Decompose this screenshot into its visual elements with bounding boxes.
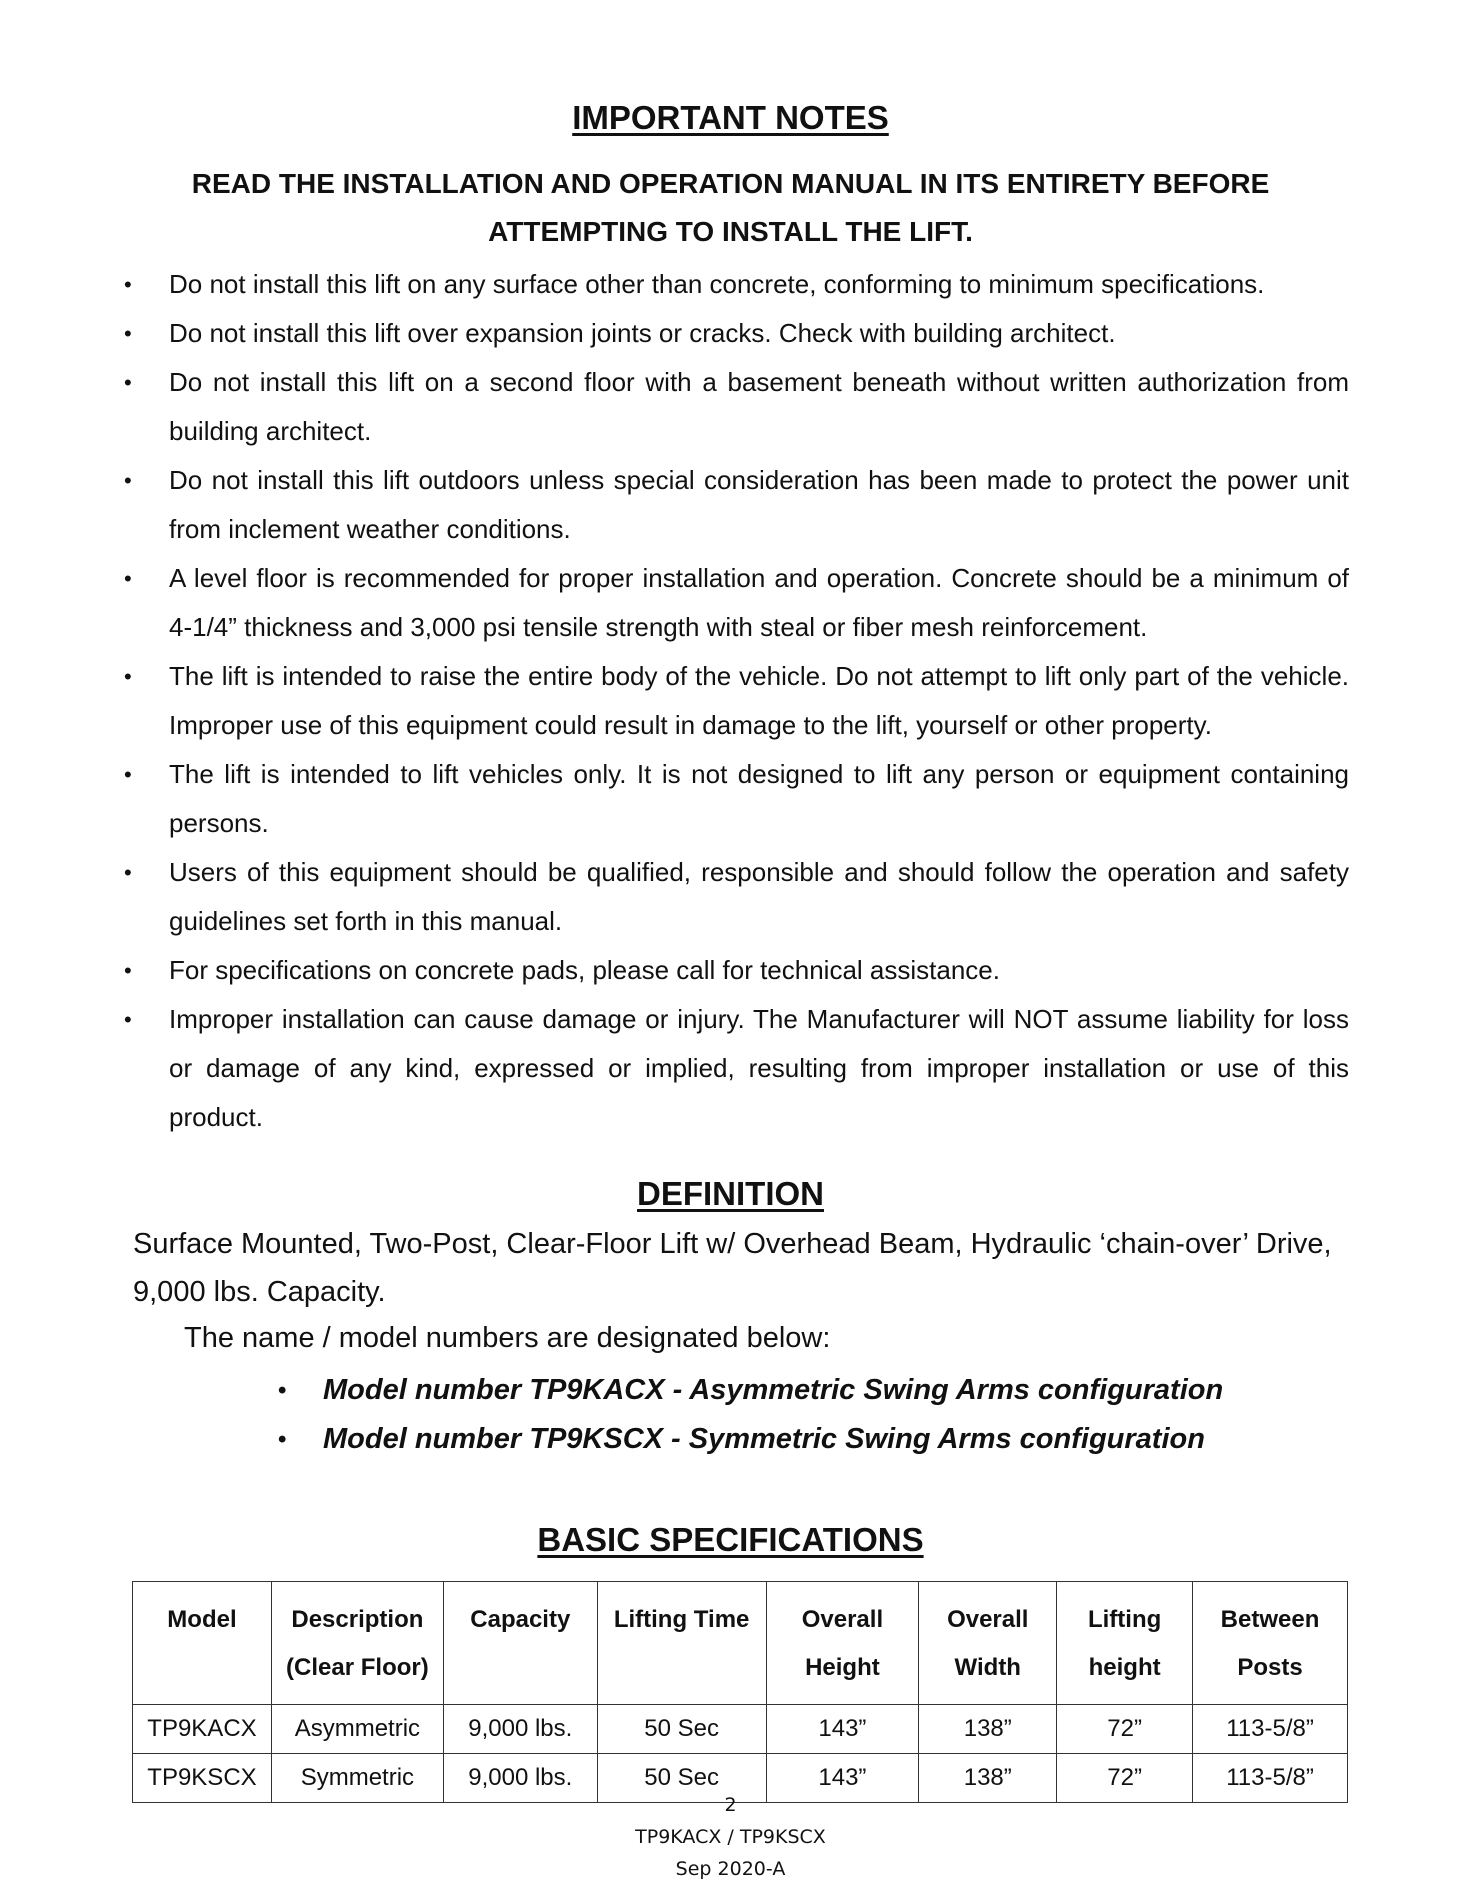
cell-description: Symmetric (271, 1754, 443, 1803)
cell-lifting-height: 72” (1057, 1705, 1193, 1754)
bullet-icon: • (124, 566, 132, 591)
basic-specifications-title: BASIC SPECIFICATIONS (537, 1521, 924, 1558)
note-item: • Users of this equipment should be qualified, responsible and should follow the operation and safety guidelines set forth in this manual. (0, 848, 1349, 946)
bullet-icon: • (124, 664, 132, 689)
cell-model: TP9KSCX (133, 1754, 272, 1803)
note-item: • The lift is intended to lift vehicles only. It is not designed to lift any person or equipment containing persons. (0, 750, 1349, 848)
definition-title: DEFINITION (637, 1175, 824, 1212)
note-item: • Do not install this lift on a second floor with a basement beneath without written authorization from building architect. (0, 358, 1349, 456)
important-notes-title: IMPORTANT NOTES (572, 99, 889, 136)
header-overall-width: Overall Width (919, 1582, 1057, 1705)
read-manual-warning-line-2: ATTEMPTING TO INSTALL THE LIFT. (488, 216, 973, 247)
cell-overall-height: 143” (766, 1754, 919, 1803)
cell-overall-width: 138” (919, 1705, 1057, 1754)
note-item: • A level floor is recommended for proper installation and operation. Concrete should be a minimum of 4-1/4” thickness and 3,000 psi tensile strength with steal or fiber mesh reinforcement. (0, 554, 1349, 652)
header-lifting-height: Lifting height (1057, 1582, 1193, 1705)
cell-lifting-time: 50 Sec (597, 1705, 766, 1754)
bullet-icon: • (124, 762, 132, 787)
cell-capacity: 9,000 lbs. (443, 1705, 597, 1754)
table-row (133, 1705, 1348, 1754)
model-number-list (0, 1366, 1223, 1464)
bullet-icon: • (124, 468, 132, 493)
specifications-table (132, 1581, 1348, 1803)
definition-text: Surface Mounted, Two-Post, Clear-Floor Lift w/ Overhead Beam, Hydraulic ‘chain-over’ Drive, 9,000 lbs. Capacity. (133, 1228, 1332, 1308)
cell-overall-height: 143” (766, 1705, 919, 1754)
cell-model: TP9KACX (133, 1705, 272, 1754)
table-header-row (133, 1582, 1348, 1705)
cell-capacity: 9,000 lbs. (443, 1754, 597, 1803)
bullet-icon: • (124, 370, 132, 395)
cell-between-posts: 113-5/8” (1193, 1754, 1348, 1803)
note-item: • Do not install this lift outdoors unless special consideration has been made to protect the power unit from inclement weather conditions. (0, 456, 1349, 554)
note-item: • Do not install this lift on any surface other than concrete, conforming to minimum specifications. (0, 260, 1349, 309)
note-item: • Improper installation can cause damage or injury. The Manufacturer will NOT assume liability for loss or damage of any kind, expressed or implied, resulting from improper installation or use of this product. (0, 995, 1349, 1142)
page-number: 2 (724, 1794, 737, 1816)
cell-overall-width: 138” (919, 1754, 1057, 1803)
note-item: • The lift is intended to raise the entire body of the vehicle. Do not attempt to lift only part of the vehicle. Improper use of this equipment could result in damage to the lift, yourself or other property. (0, 652, 1349, 750)
model-item: • Model number TP9KSCX - Symmetric Swing Arms configuration (0, 1415, 1223, 1464)
important-notes-list (0, 260, 1461, 1142)
footer-models: TP9KACX / TP9KSCX (635, 1826, 826, 1848)
model-item: • Model number TP9KACX - Asymmetric Swing Arms configuration (0, 1366, 1223, 1415)
header-model: Model (133, 1582, 272, 1705)
bullet-icon: • (124, 321, 132, 346)
bullet-icon: • (124, 1007, 132, 1032)
header-lifting-time: Lifting Time (597, 1582, 766, 1705)
footer-revision: Sep 2020-A (675, 1858, 786, 1880)
note-item: • For specifications on concrete pads, please call for technical assistance. (0, 946, 1349, 995)
header-capacity: Capacity (443, 1582, 597, 1705)
read-manual-warning-line-1: READ THE INSTALLATION AND OPERATION MANUAL IN ITS ENTIRETY BEFORE (191, 168, 1270, 199)
header-overall-height: Overall Height (766, 1582, 919, 1705)
bullet-icon: • (124, 860, 132, 885)
definition-subtitle: The name / model numbers are designated below: (184, 1322, 831, 1354)
bullet-icon: • (124, 958, 132, 983)
cell-between-posts: 113-5/8” (1193, 1705, 1348, 1754)
cell-description: Asymmetric (271, 1705, 443, 1754)
header-between-posts: Between Posts (1193, 1582, 1348, 1705)
bullet-icon: • (124, 272, 132, 297)
note-item: • Do not install this lift over expansion joints or cracks. Check with building architect. (0, 309, 1349, 358)
cell-lifting-time: 50 Sec (597, 1754, 766, 1803)
header-description: Description (Clear Floor) (271, 1582, 443, 1705)
bullet-icon: • (278, 1426, 287, 1453)
bullet-icon: • (278, 1377, 287, 1404)
cell-lifting-height: 72” (1057, 1754, 1193, 1803)
